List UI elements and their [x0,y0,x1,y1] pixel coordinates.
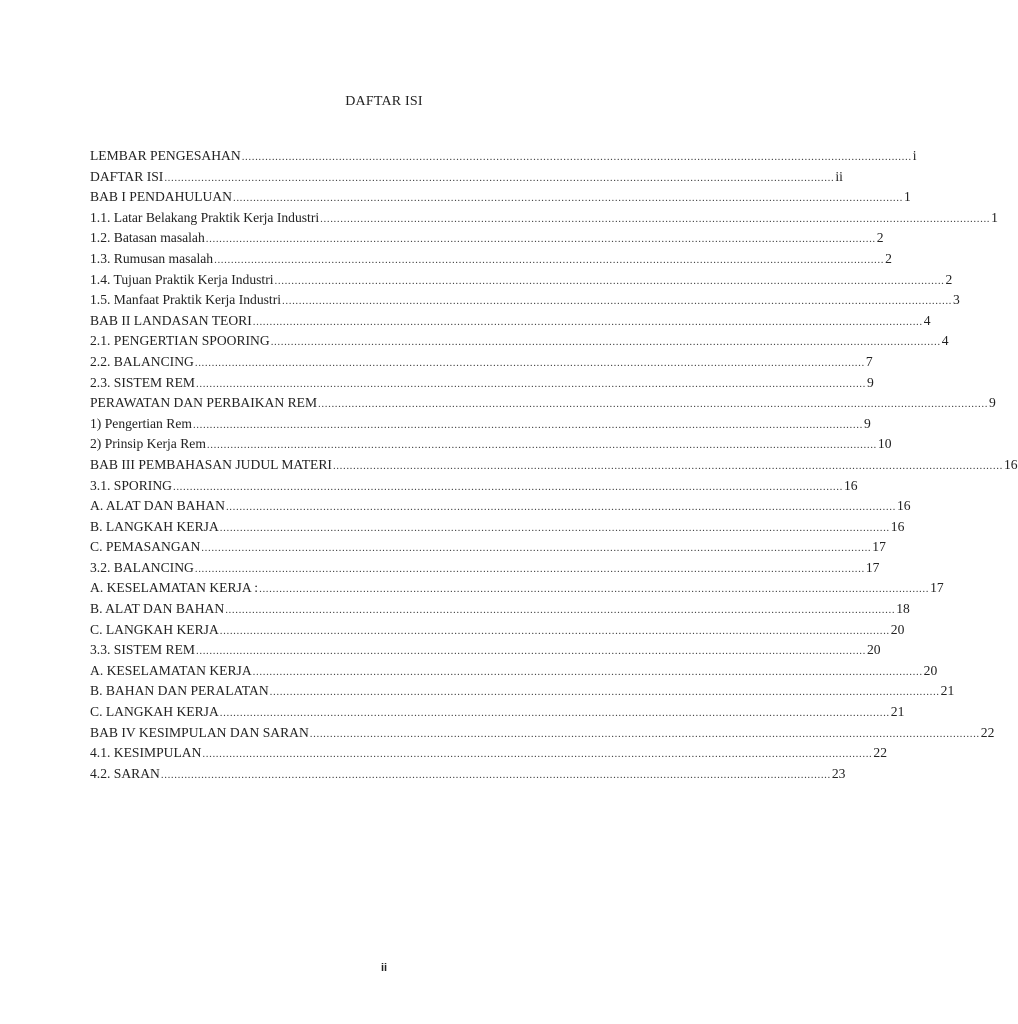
toc-entry [90,681,955,702]
toc-entry-label: 1.5. Manfaat Praktik Kerja Industri [90,292,282,308]
toc-entry-label: 2) Prinsip Kerja Rem [90,436,206,452]
toc-dot-leader: ........................................................................................................................................................................................................ [309,727,980,740]
toc-entry-label: 3.1. SPORING [90,477,172,493]
toc-entry [90,702,905,723]
toc-entry-label: DAFTAR ISI [90,168,164,184]
toc-entry [90,640,881,661]
toc-entry-page: 10 [877,436,892,452]
toc-entry-page: 9 [863,415,871,431]
toc-entry-page: ii [835,168,843,184]
toc-entry-label: 1) Pengertian Rem [90,415,192,431]
toc-entry-page: 17 [930,580,944,596]
toc-entry-page: 22 [980,724,995,740]
toc-dot-leader: ........................................................................................................................................................................................................ [270,336,941,349]
toc-entry [90,661,938,682]
toc-entry [90,537,886,558]
toc-entry-label: BAB III PEMBAHASAN JUDUL MATERI [90,456,332,472]
toc-entry-page: 2 [876,230,884,246]
toc-entry-label: A. KESELAMATAN KERJA : [90,580,259,596]
toc-dot-leader: ........................................................................................................................................................................................................ [252,315,923,328]
toc-dot-leader: ........................................................................................................................................................................................................ [164,171,835,184]
toc-entry [90,393,996,414]
toc-entry [90,249,892,270]
toc-entry-label: 4.1. KESIMPULAN [90,745,202,761]
toc-dot-leader: ........................................................................................................................................................................................................ [196,377,866,390]
toc-dot-leader: ........................................................................................................................................................................................................ [172,480,843,493]
toc-entry-page: 23 [831,765,846,781]
toc-dot-leader: ........................................................................................................................................................................................................ [282,295,953,308]
toc-entry [90,434,892,455]
toc-dot-leader: ........................................................................................................................................................................................................ [192,418,863,431]
toc-entry-label: BAB II LANDASAN TEORI [90,312,252,328]
toc-entry-label: 1.1. Latar Belakang Praktik Kerja Industri [90,209,320,225]
toc-entry-page: 21 [890,704,905,720]
toc-dot-leader: ........................................................................................................................................................................................................ [206,439,877,452]
toc-entry-label: B. BAHAN DAN PERALATAN [90,683,269,699]
toc-dot-leader: ........................................................................................................................................................................................................ [320,212,991,225]
toc-dot-leader: ........................................................................................................................................................................................................ [241,151,912,163]
toc-dot-leader: ........................................................................................................................................................................................................ [219,624,890,637]
toc-dot-leader: ........................................................................................................................................................................................................ [225,604,896,617]
toc-entry [90,599,910,620]
toc-dot-leader: ........................................................................................................................................................................................................ [225,501,896,514]
toc-dot-leader: ........................................................................................................................................................................................................ [196,645,866,658]
toc-entry-page: 21 [940,683,955,699]
toc-entry [90,496,911,517]
toc-entry-label: B. ALAT DAN BAHAN [90,601,225,617]
toc-entry-label: BAB IV KESIMPULAN DAN SARAN [90,724,309,740]
toc-entry [90,352,873,373]
toc-entry-label: C. PEMASANGAN [90,539,201,555]
toc-entry-label: 2.2. BALANCING [90,353,194,369]
toc-dot-leader: ........................................................................................................................................................................................................ [194,562,865,575]
toc-entry-label: 1.4. Tujuan Praktik Kerja Industri [90,271,274,287]
toc-entry-label: A. ALAT DAN BAHAN [90,498,225,514]
toc-entry-page: 17 [865,559,880,575]
toc-dot-leader: ........................................................................................................................................................................................................ [252,665,923,678]
toc-entry [90,373,874,394]
toc-entry [90,517,905,538]
toc-entry [90,311,931,332]
toc-entry-page: 9 [989,395,996,411]
table-of-contents [90,146,1018,784]
toc-entry [90,331,949,352]
toc-entry-page: 16 [896,498,911,514]
toc-entry-label: C. LANGKAH KERJA [90,704,219,720]
toc-entry-label: A. KESELAMATAN KERJA [90,662,252,678]
toc-entry-label: B. LANGKAH KERJA [90,518,219,534]
toc-entry-page: 9 [867,374,874,390]
toc-entry-label: 1.2. Batasan masalah [90,230,205,246]
toc-entry-page: 4 [923,312,931,328]
toc-entry-page: 2 [885,250,892,266]
toc-entry [90,558,880,579]
toc-entry-page: 16 [1003,456,1018,472]
toc-entry [90,743,887,764]
toc-entry-page: 7 [865,353,873,369]
toc-dot-leader: ........................................................................................................................................................................................................ [332,459,1003,472]
toc-entry [90,167,843,188]
toc-dot-leader: ........................................................................................................................................................................................................ [219,521,890,534]
toc-entry-page: 1 [903,189,911,205]
toc-entry [90,476,858,497]
toc-entry-label: PERAWATAN DAN PERBAIKAN REM [90,395,318,411]
toc-entry-page: i [912,148,917,163]
toc-dot-leader: ........................................................................................................................................................................................................ [269,686,940,699]
toc-entry [90,414,871,435]
toc-dot-leader: ........................................................................................................................................................................................................ [259,583,930,596]
toc-entry-label: 3.3. SISTEM REM [90,642,195,658]
toc-dot-leader: ........................................................................................................................................................................................................ [318,398,989,411]
toc-dot-leader: ........................................................................................................................................................................................................ [205,233,876,246]
toc-entry-label: 1.3. Rumusan masalah [90,250,214,266]
toc-entry [90,187,911,208]
toc-dot-leader: ........................................................................................................................................................................................................ [201,542,872,555]
toc-entry [90,620,905,641]
toc-entry-label: LEMBAR PENGESAHAN [90,148,241,163]
toc-entry [90,578,944,599]
toc-entry [90,208,998,229]
toc-dot-leader: ........................................................................................................................................................................................................ [202,748,873,761]
toc-entry-page: 3 [953,292,960,308]
toc-entry-label: 4.2. SARAN [90,765,160,781]
toc-entry-page: 20 [890,621,905,637]
toc-entry-page: 16 [890,518,905,534]
toc-entry-page: 22 [873,745,887,761]
toc-entry-page: 4 [941,333,949,349]
toc-entry [90,146,917,167]
toc-entry-label: 2.3. SISTEM REM [90,374,195,390]
toc-entry-label: C. LANGKAH KERJA [90,621,219,637]
toc-entry-page: 2 [945,271,953,287]
toc-entry [90,290,960,311]
toc-entry [90,723,995,744]
toc-entry-page: 20 [867,642,881,658]
toc-dot-leader: ........................................................................................................................................................................................................ [214,253,885,266]
toc-dot-leader: ........................................................................................................................................................................................................ [219,707,890,720]
toc-entry-page: 1 [991,209,998,225]
toc-entry-label: BAB I PENDAHULUAN [90,189,232,205]
toc-entry-page: 20 [923,662,938,678]
toc-entry-label: 2.1. PENGERTIAN SPOORING [90,333,270,349]
toc-entry [90,455,1018,476]
page-title: DAFTAR ISI [345,94,423,109]
page-number: ii [380,962,388,974]
toc-entry [90,228,884,249]
toc-entry-page: 18 [896,601,910,617]
toc-entry [90,764,846,785]
toc-dot-leader: ........................................................................................................................................................................................................ [194,356,865,369]
toc-dot-leader: ........................................................................................................................................................................................................ [160,768,831,781]
toc-entry-label: 3.2. BALANCING [90,559,194,575]
toc-dot-leader: ........................................................................................................................................................................................................ [232,192,903,205]
toc-entry-page: 16 [843,477,858,493]
toc-entry [90,270,953,291]
toc-entry-page: 17 [872,539,886,555]
toc-dot-leader: ........................................................................................................................................................................................................ [274,274,945,287]
